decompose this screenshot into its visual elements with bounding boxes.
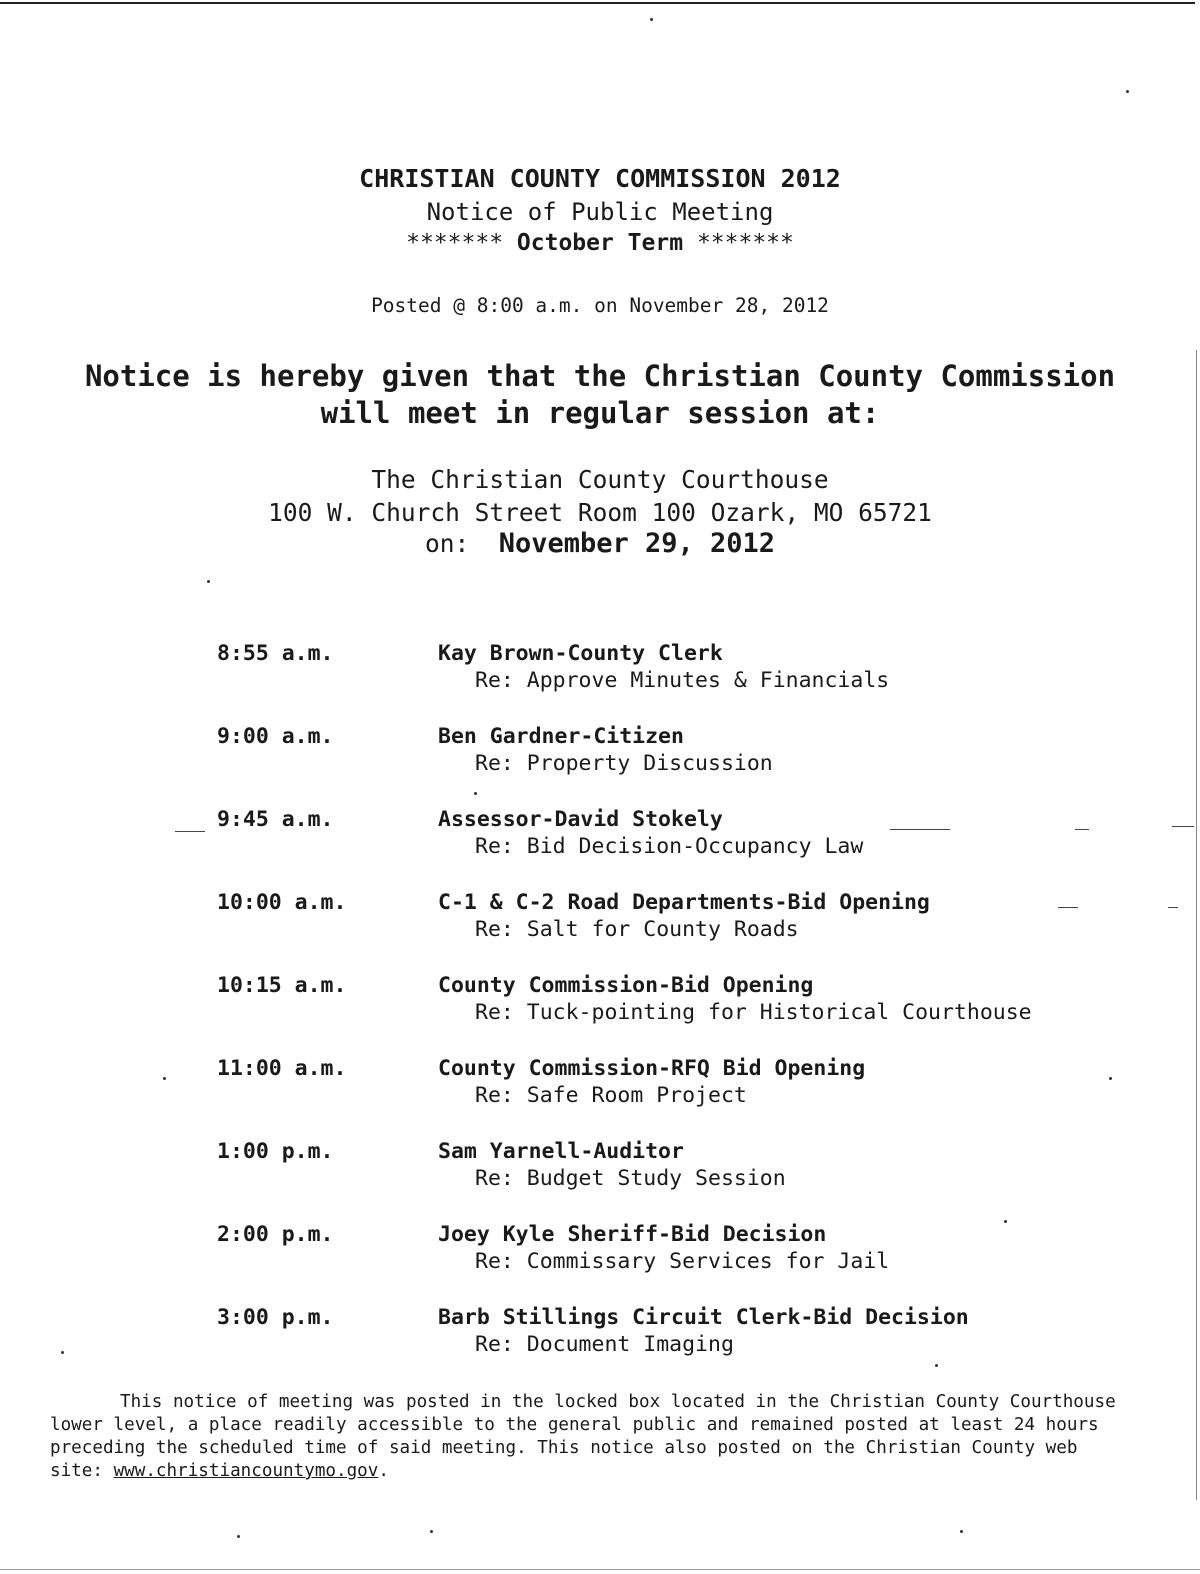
- agenda-presenter: County Commission-Bid Opening: [438, 973, 814, 998]
- agenda-time: 3:00 p.m.: [217, 1305, 334, 1330]
- agenda-topic: Re: Bid Decision-Occupancy Law: [475, 834, 864, 859]
- meeting-date: November 29, 2012: [498, 528, 776, 559]
- scan-speck: [474, 792, 477, 795]
- scan-speck: [163, 1077, 166, 1080]
- term-name: October Term: [516, 230, 684, 256]
- agenda-item: [0, 1222, 1200, 1282]
- term-stars-right: *******: [696, 230, 794, 256]
- bottom-border: [0, 1569, 1200, 1570]
- scan-dash: [1075, 829, 1089, 830]
- agenda-topic: Re: Document Imaging: [475, 1332, 734, 1357]
- agenda-presenter: Assessor-David Stokely: [438, 807, 723, 832]
- agenda-topic: Re: Salt for County Roads: [475, 917, 799, 942]
- scan-dash: [175, 831, 205, 832]
- scan-speck: [650, 18, 653, 21]
- agenda-presenter: Ben Gardner-Citizen: [438, 724, 684, 749]
- agenda-presenter: C-1 & C-2 Road Departments-Bid Opening: [438, 890, 930, 915]
- posting-statement-line-1: This notice of meeting was posted in the locked box located in the Christian County Courthouse: [120, 1392, 1116, 1412]
- posting-statement-line-2: lower level, a place readily accessible to the general public and remained posted at least 24 hours: [50, 1415, 1099, 1435]
- agenda-time: 2:00 p.m.: [217, 1222, 334, 1247]
- agenda-presenter: County Commission-RFQ Bid Opening: [438, 1056, 866, 1081]
- agenda-presenter: Kay Brown-County Clerk: [438, 641, 723, 666]
- website-suffix: .: [378, 1461, 389, 1481]
- meeting-date-line: [0, 528, 1200, 559]
- meeting-address: 100 W. Church Street Room 100 Ozark, MO 65721: [268, 498, 932, 527]
- agenda-presenter: Barb Stillings Circuit Clerk-Bid Decision: [438, 1305, 969, 1330]
- document-subtitle: Notice of Public Meeting: [426, 198, 774, 226]
- agenda-topic: Re: Property Discussion: [475, 751, 773, 776]
- agenda-time: 10:15 a.m.: [217, 973, 347, 998]
- agenda-item: [0, 724, 1200, 784]
- scan-speck: [207, 580, 210, 583]
- posted-line: Posted @ 8:00 a.m. on November 28, 2012: [371, 294, 829, 317]
- posting-statement: [50, 1391, 1150, 1483]
- agenda-item: [0, 1056, 1200, 1116]
- posting-statement-line-3: preceding the scheduled time of said meeting. This notice also posted on the Christian County web: [50, 1438, 1078, 1458]
- scan-speck: [1109, 1077, 1112, 1080]
- agenda-time: 1:00 p.m.: [217, 1139, 334, 1164]
- agenda-presenter: Joey Kyle Sheriff-Bid Decision: [438, 1222, 827, 1247]
- agenda-item: [0, 1139, 1200, 1199]
- website-prefix: site:: [50, 1461, 114, 1481]
- scan-speck: [1004, 1220, 1007, 1223]
- meeting-place: The Christian County Courthouse: [371, 465, 829, 494]
- agenda-item: [0, 641, 1200, 701]
- scan-dash: [1058, 907, 1078, 908]
- document-title: CHRISTIAN COUNTY COMMISSION 2012: [359, 164, 841, 193]
- agenda-topic: Re: Commissary Services for Jail: [475, 1249, 890, 1274]
- scan-speck: [960, 1530, 963, 1533]
- agenda-time: 8:55 a.m.: [217, 641, 334, 666]
- agenda-time: 9:00 a.m.: [217, 724, 334, 749]
- term-stars-left: *******: [406, 230, 504, 256]
- scan-dash: [890, 829, 950, 830]
- agenda-topic: Re: Approve Minutes & Financials: [475, 668, 890, 693]
- scan-dash: [1172, 826, 1194, 827]
- agenda-time: 11:00 a.m.: [217, 1056, 347, 1081]
- agenda-item: [0, 890, 1200, 950]
- scan-speck: [430, 1530, 433, 1533]
- agenda-item: [0, 1305, 1200, 1365]
- notice-line-1: Notice is hereby given that the Christian County Commission: [84, 359, 1116, 393]
- website-link[interactable]: www.christiancountymo.gov: [113, 1461, 379, 1481]
- scan-speck: [1126, 90, 1129, 93]
- agenda-item: [0, 973, 1200, 1033]
- scan-speck: [61, 1351, 64, 1354]
- scan-speck: [935, 1364, 938, 1367]
- agenda-time: 10:00 a.m.: [217, 890, 347, 915]
- meeting-date-prefix: on:: [424, 529, 470, 558]
- agenda-topic: Re: Tuck-pointing for Historical Courthouse: [475, 1000, 1032, 1025]
- agenda-item: [0, 807, 1200, 867]
- agenda-time: 9:45 a.m.: [217, 807, 334, 832]
- scan-dash: [1168, 907, 1178, 908]
- agenda-topic: Re: Budget Study Session: [475, 1166, 786, 1191]
- scan-speck: [237, 1535, 240, 1538]
- posting-statement-line-4: [50, 1460, 1150, 1483]
- agenda-topic: Re: Safe Room Project: [475, 1083, 747, 1108]
- top-border: [0, 2, 1195, 4]
- term-line: [0, 230, 1200, 256]
- notice-line-2: will meet in regular session at:: [320, 396, 880, 430]
- agenda-presenter: Sam Yarnell-Auditor: [438, 1139, 684, 1164]
